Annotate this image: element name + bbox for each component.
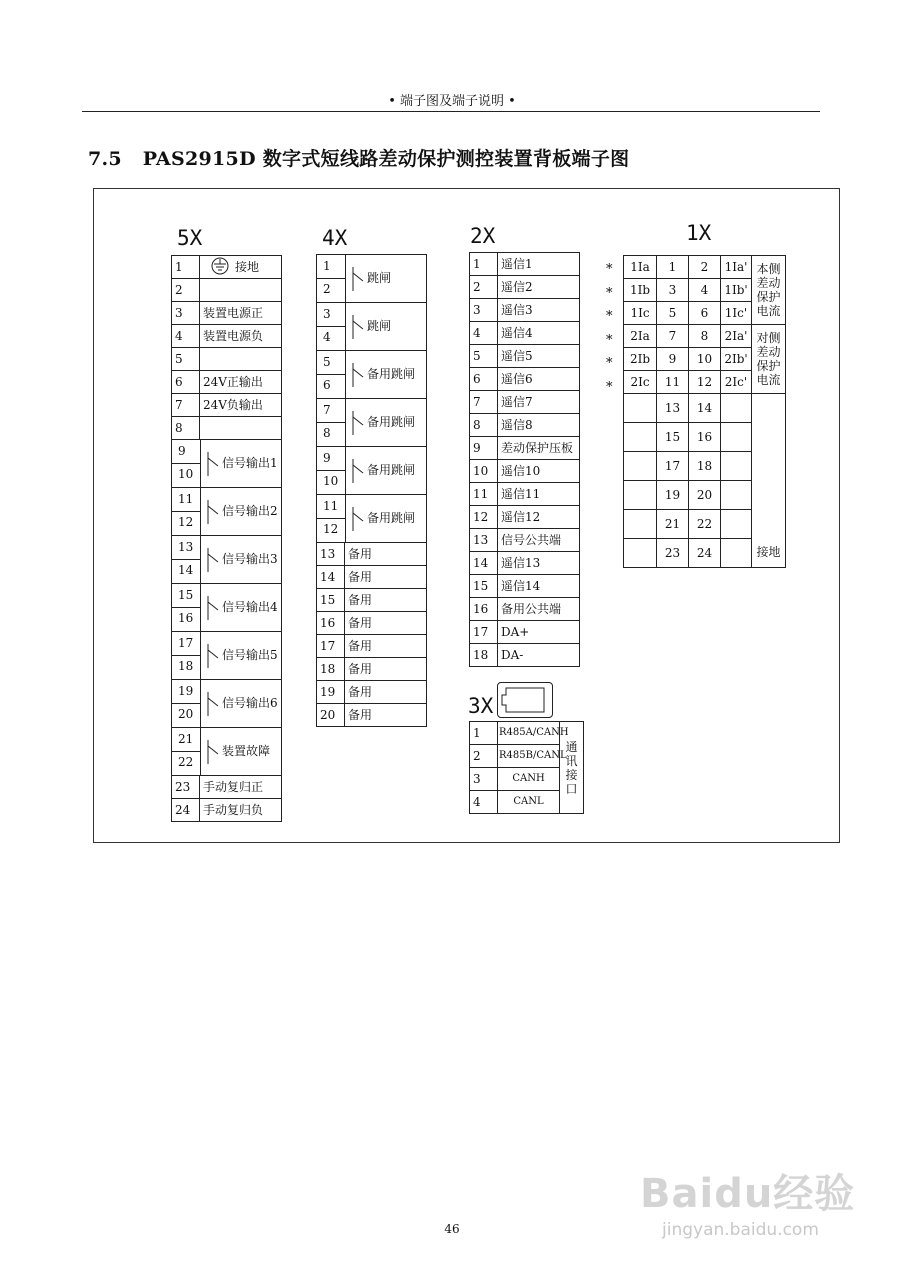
terminal-description: 遥信6: [498, 368, 580, 391]
relay-contact-icon: [206, 548, 220, 572]
terminal-number: 10: [470, 460, 498, 483]
terminal-number: 12: [470, 506, 498, 529]
terminal-number: 15: [657, 423, 689, 452]
block-2x-row: [470, 414, 580, 437]
terminal-description: R485B/CANL: [498, 745, 560, 768]
block-2x-row: [470, 276, 580, 299]
terminal-description: 跳闸: [367, 319, 392, 333]
phase-label: 2Ia': [721, 325, 752, 348]
phase-label: [624, 539, 657, 568]
terminal-number: 11: [470, 483, 498, 506]
block-5x-pair-row: [172, 440, 282, 488]
polarity-mark: *: [606, 262, 613, 277]
phase-label: 1Ia': [721, 256, 752, 279]
terminal-description: 装置电源正: [200, 302, 282, 325]
block-5x-pair-row: [172, 488, 282, 536]
terminal-number: 6: [172, 371, 200, 394]
block-2x-row: [470, 437, 580, 460]
block-4x-pair-row: [317, 255, 427, 303]
terminal-number: 22: [689, 510, 721, 539]
terminal-description: 备用跳闸: [367, 367, 416, 381]
block-1x-row: [624, 256, 786, 279]
terminal-number: 12: [323, 522, 339, 536]
terminal-description: [200, 279, 282, 302]
phase-label: 2Ib: [624, 348, 657, 371]
terminal-description: [200, 348, 282, 371]
page-number: 46: [444, 1222, 460, 1236]
terminal-description: 备用: [345, 612, 427, 635]
block-1x-row: [624, 394, 786, 423]
relay-contact-icon: [351, 315, 365, 339]
terminal-number: 6: [323, 378, 331, 392]
terminal-number: 2: [470, 276, 498, 299]
block-2x-row: [470, 368, 580, 391]
block-5x-row: [172, 799, 282, 822]
terminal-number: 14: [317, 566, 345, 589]
block-5x-pair-row: [172, 680, 282, 728]
terminal-description: R485A/CANH: [498, 722, 560, 745]
terminal-number: 13: [657, 394, 689, 423]
phase-label: [721, 452, 752, 481]
phase-label: 1Ic': [721, 302, 752, 325]
terminal-description: 装置故障: [222, 744, 271, 758]
block-4x-pair-row: [317, 447, 427, 495]
terminal-description: 备用跳闸: [367, 415, 416, 429]
terminal-number: 3: [470, 299, 498, 322]
block-5x-row: [172, 279, 282, 302]
terminal-description: 遥信1: [498, 253, 580, 276]
terminal-number: 16: [178, 611, 194, 625]
terminal-description: 接地: [200, 256, 282, 279]
phase-label: 1Ia: [624, 256, 657, 279]
terminal-number: 14: [178, 563, 194, 577]
terminal-description: 备用: [345, 543, 427, 566]
terminal-block-1x: [623, 255, 786, 568]
section-number: 7.5: [88, 148, 122, 170]
block-2x-row: [470, 621, 580, 644]
comm-interface-label: 通讯接口: [560, 722, 584, 814]
phase-label: [624, 452, 657, 481]
terminal-description: 跳闸: [367, 271, 392, 285]
terminal-description: 备用公共端: [498, 598, 580, 621]
terminal-number: 11: [178, 492, 194, 506]
terminal-description: CANL: [498, 791, 560, 814]
block-4x-row: [317, 635, 427, 658]
terminal-number: 13: [470, 529, 498, 552]
terminal-number: 11: [657, 371, 689, 394]
terminal-number: 17: [178, 636, 194, 650]
terminal-block-4x: [316, 254, 427, 727]
block-5x-row: [172, 776, 282, 799]
terminal-number: 9: [178, 444, 186, 458]
terminal-number: 3: [172, 302, 200, 325]
header-rule: [82, 111, 820, 112]
terminal-description: 信号输出4: [222, 600, 278, 614]
relay-contact-icon: [206, 596, 220, 620]
phase-label: [624, 481, 657, 510]
terminal-number: 15: [317, 589, 345, 612]
terminal-number: 5: [657, 302, 689, 325]
terminal-number: 5: [470, 345, 498, 368]
polarity-mark: *: [606, 379, 613, 395]
block-4x-row: [317, 612, 427, 635]
terminal-number: 7: [470, 391, 498, 414]
terminal-number: 10: [323, 474, 339, 488]
terminal-number: 8: [172, 417, 200, 440]
relay-contact-icon: [351, 507, 365, 531]
phase-label: 2Ib': [721, 348, 752, 371]
ground-label: 接地: [752, 394, 786, 568]
relay-contact-icon: [206, 452, 220, 476]
terminal-number: 1: [470, 722, 498, 745]
block-5x-label: 5X: [177, 226, 203, 250]
terminal-number: 1: [172, 256, 200, 279]
terminal-number: 12: [178, 515, 194, 529]
phase-label: 2Ic': [721, 371, 752, 394]
watermark-logo: Baidu经验: [640, 1171, 856, 1217]
terminal-number: 1: [323, 259, 331, 273]
terminal-description: 24V正输出: [200, 371, 282, 394]
terminal-number: 5: [172, 348, 200, 371]
polarity-mark: *: [606, 356, 613, 371]
terminal-number: 7: [172, 394, 200, 417]
terminal-number: 4: [470, 322, 498, 345]
terminal-number: 17: [470, 621, 498, 644]
block-5x-row: [172, 371, 282, 394]
terminal-number: 15: [470, 575, 498, 598]
terminal-number: 14: [470, 552, 498, 575]
terminal-description: 信号输出6: [222, 696, 278, 710]
block-5x-pair-row: [172, 536, 282, 584]
phase-label: [721, 394, 752, 423]
block-5x-row: [172, 417, 282, 440]
block-2x-row: [470, 391, 580, 414]
block-2x-row: [470, 506, 580, 529]
terminal-number: 2: [689, 256, 721, 279]
terminal-description: 备用: [345, 566, 427, 589]
terminal-number: 3: [470, 768, 498, 791]
terminal-number: 18: [178, 659, 194, 673]
terminal-number: 18: [317, 658, 345, 681]
block-1x-row: [624, 325, 786, 348]
terminal-number: 13: [317, 543, 345, 566]
block-2x-label: 2X: [470, 224, 496, 248]
block-2x-row: [470, 322, 580, 345]
terminal-description: 遥信7: [498, 391, 580, 414]
terminal-description: 备用: [345, 681, 427, 704]
terminal-number: 20: [178, 707, 194, 721]
terminal-description: 备用: [345, 635, 427, 658]
block-5x-row: [172, 325, 282, 348]
terminal-number: 3: [323, 307, 331, 321]
phase-label: 1Ib: [624, 279, 657, 302]
block-1x-label: 1X: [686, 221, 712, 245]
terminal-description: DA+: [498, 621, 580, 644]
block-4x-row: [317, 589, 427, 612]
terminal-number: 11: [323, 499, 339, 513]
block-5x-pair-row: [172, 728, 282, 776]
block-4x-pair-row: [317, 303, 427, 351]
phase-label: [624, 510, 657, 539]
terminal-number: 3: [657, 279, 689, 302]
terminal-number: 24: [172, 799, 200, 822]
terminal-number: 17: [317, 635, 345, 658]
terminal-description: 备用跳闸: [367, 463, 416, 477]
terminal-number: 4: [323, 330, 331, 344]
terminal-description: 遥信4: [498, 322, 580, 345]
block-4x-pair-row: [317, 399, 427, 447]
phase-label: 1Ib': [721, 279, 752, 302]
watermark-url: jingyan.baidu.com: [662, 1220, 819, 1240]
block-4x-row: [317, 681, 427, 704]
terminal-number: 9: [323, 451, 331, 465]
terminal-description: 遥信2: [498, 276, 580, 299]
block-2x-row: [470, 460, 580, 483]
terminal-number: 4: [689, 279, 721, 302]
terminal-number: 19: [657, 481, 689, 510]
terminal-description: 信号输出1: [222, 456, 278, 470]
terminal-description: 遥信5: [498, 345, 580, 368]
terminal-description: 备用: [345, 589, 427, 612]
phase-label: 2Ic: [624, 371, 657, 394]
phase-label: [721, 423, 752, 452]
terminal-number: 14: [689, 394, 721, 423]
terminal-description: 遥信14: [498, 575, 580, 598]
block-5x-row: [172, 256, 282, 279]
terminal-number: 5: [323, 355, 331, 369]
relay-contact-icon: [206, 500, 220, 524]
terminal-block-5x: [171, 255, 282, 822]
terminal-number: 20: [317, 704, 345, 727]
terminal-description: 遥信11: [498, 483, 580, 506]
terminal-description: 遥信10: [498, 460, 580, 483]
terminal-number: 2: [172, 279, 200, 302]
terminal-description: 手动复归正: [200, 776, 282, 799]
terminal-description: 遥信8: [498, 414, 580, 437]
block-4x-label: 4X: [322, 226, 348, 250]
terminal-description: 差动保护压板: [498, 437, 580, 460]
terminal-number: 9: [657, 348, 689, 371]
polarity-mark: *: [606, 285, 613, 301]
block-2x-row: [470, 575, 580, 598]
terminal-number: 2: [323, 282, 331, 296]
phase-label: 1Ic: [624, 302, 657, 325]
block-2x-row: [470, 483, 580, 506]
terminal-number: 7: [323, 403, 331, 417]
block-4x-row: [317, 543, 427, 566]
terminal-number: 16: [470, 598, 498, 621]
terminal-number: 7: [657, 325, 689, 348]
block-4x-row: [317, 704, 427, 727]
relay-contact-icon: [351, 267, 365, 291]
terminal-number: 21: [178, 732, 194, 746]
section-title: [88, 144, 629, 171]
phase-label: [721, 510, 752, 539]
phase-label: [624, 394, 657, 423]
block-5x-row: [172, 394, 282, 417]
remote-differential-current-label: 对侧差动保护电流: [752, 325, 786, 394]
terminal-description: 24V负输出: [200, 394, 282, 417]
terminal-number: 6: [470, 368, 498, 391]
terminal-number: 22: [178, 755, 194, 769]
block-2x-row: [470, 552, 580, 575]
phase-label: [721, 539, 752, 568]
terminal-description: 遥信3: [498, 299, 580, 322]
terminal-number: 19: [178, 684, 194, 698]
relay-contact-icon: [351, 459, 365, 483]
watermark: [632, 1140, 872, 1260]
terminal-description: 信号公共端: [498, 529, 580, 552]
terminal-number: 10: [178, 467, 194, 481]
block-2x-row: [470, 529, 580, 552]
terminal-description: DA-: [498, 644, 580, 667]
relay-contact-icon: [206, 692, 220, 716]
terminal-description: 信号输出2: [222, 504, 278, 518]
terminal-number: 21: [657, 510, 689, 539]
terminal-number: 1: [657, 256, 689, 279]
phase-label: [721, 481, 752, 510]
terminal-number: 23: [657, 539, 689, 568]
terminal-block-2x: [469, 252, 580, 667]
block-5x-row: [172, 302, 282, 325]
terminal-description: 手动复归负: [200, 799, 282, 822]
relay-contact-icon: [351, 363, 365, 387]
terminal-number: 6: [689, 302, 721, 325]
polarity-mark: *: [606, 309, 613, 324]
terminal-number: 18: [689, 452, 721, 481]
terminal-description: 备用: [345, 658, 427, 681]
block-3x-label: 3X: [468, 694, 494, 718]
terminal-number: 8: [689, 325, 721, 348]
terminal-number: 16: [689, 423, 721, 452]
terminal-description: [200, 417, 282, 440]
block-4x-row: [317, 566, 427, 589]
phase-label: 2Ia: [624, 325, 657, 348]
terminal-number: 12: [689, 371, 721, 394]
terminal-number: 16: [317, 612, 345, 635]
block-4x-row: [317, 658, 427, 681]
terminal-description: CANH: [498, 768, 560, 791]
terminal-description: 备用: [345, 704, 427, 727]
terminal-number: 4: [470, 791, 498, 814]
terminal-number: 8: [323, 426, 331, 440]
block-2x-row: [470, 644, 580, 667]
block-5x-pair-row: [172, 584, 282, 632]
block-5x-row: [172, 348, 282, 371]
block-5x-pair-row: [172, 632, 282, 680]
block-4x-pair-row: [317, 351, 427, 399]
terminal-number: 23: [172, 776, 200, 799]
block-2x-row: [470, 299, 580, 322]
block-2x-row: [470, 345, 580, 368]
relay-contact-icon: [206, 644, 220, 668]
terminal-description: 遥信12: [498, 506, 580, 529]
terminal-description: 遥信13: [498, 552, 580, 575]
phase-label: [624, 423, 657, 452]
terminal-description: 信号输出3: [222, 552, 278, 566]
terminal-number: 18: [470, 644, 498, 667]
page-header: • 端子图及端子说明 •: [388, 94, 516, 109]
terminal-description: 装置电源负: [200, 325, 282, 348]
relay-contact-icon: [206, 740, 220, 764]
polarity-mark: *: [606, 332, 613, 348]
ground-icon: [209, 257, 231, 278]
terminal-number: 1: [470, 253, 498, 276]
terminal-number: 20: [689, 481, 721, 510]
relay-contact-icon: [351, 411, 365, 435]
terminal-block-3x: [469, 721, 584, 814]
block-2x-row: [470, 598, 580, 621]
terminal-number: 8: [470, 414, 498, 437]
section-title-text: PAS2915D 数字式短线路差动保护测控装置背板端子图: [142, 148, 630, 170]
terminal-number: 17: [657, 452, 689, 481]
terminal-number: 9: [470, 437, 498, 460]
terminal-number: 15: [178, 588, 194, 602]
terminal-description: 信号输出5: [222, 648, 278, 662]
terminal-number: 2: [470, 745, 498, 768]
terminal-number: 10: [689, 348, 721, 371]
terminal-number: 19: [317, 681, 345, 704]
block-3x-row: [470, 722, 584, 745]
terminal-number: 24: [689, 539, 721, 568]
terminal-description: 备用跳闸: [367, 511, 416, 525]
rj45-connector-icon: [497, 682, 553, 718]
terminal-number: 4: [172, 325, 200, 348]
block-4x-pair-row: [317, 495, 427, 543]
block-2x-row: [470, 253, 580, 276]
terminal-number: 13: [178, 540, 194, 554]
local-differential-current-label: 本侧差动保护电流: [752, 256, 786, 325]
